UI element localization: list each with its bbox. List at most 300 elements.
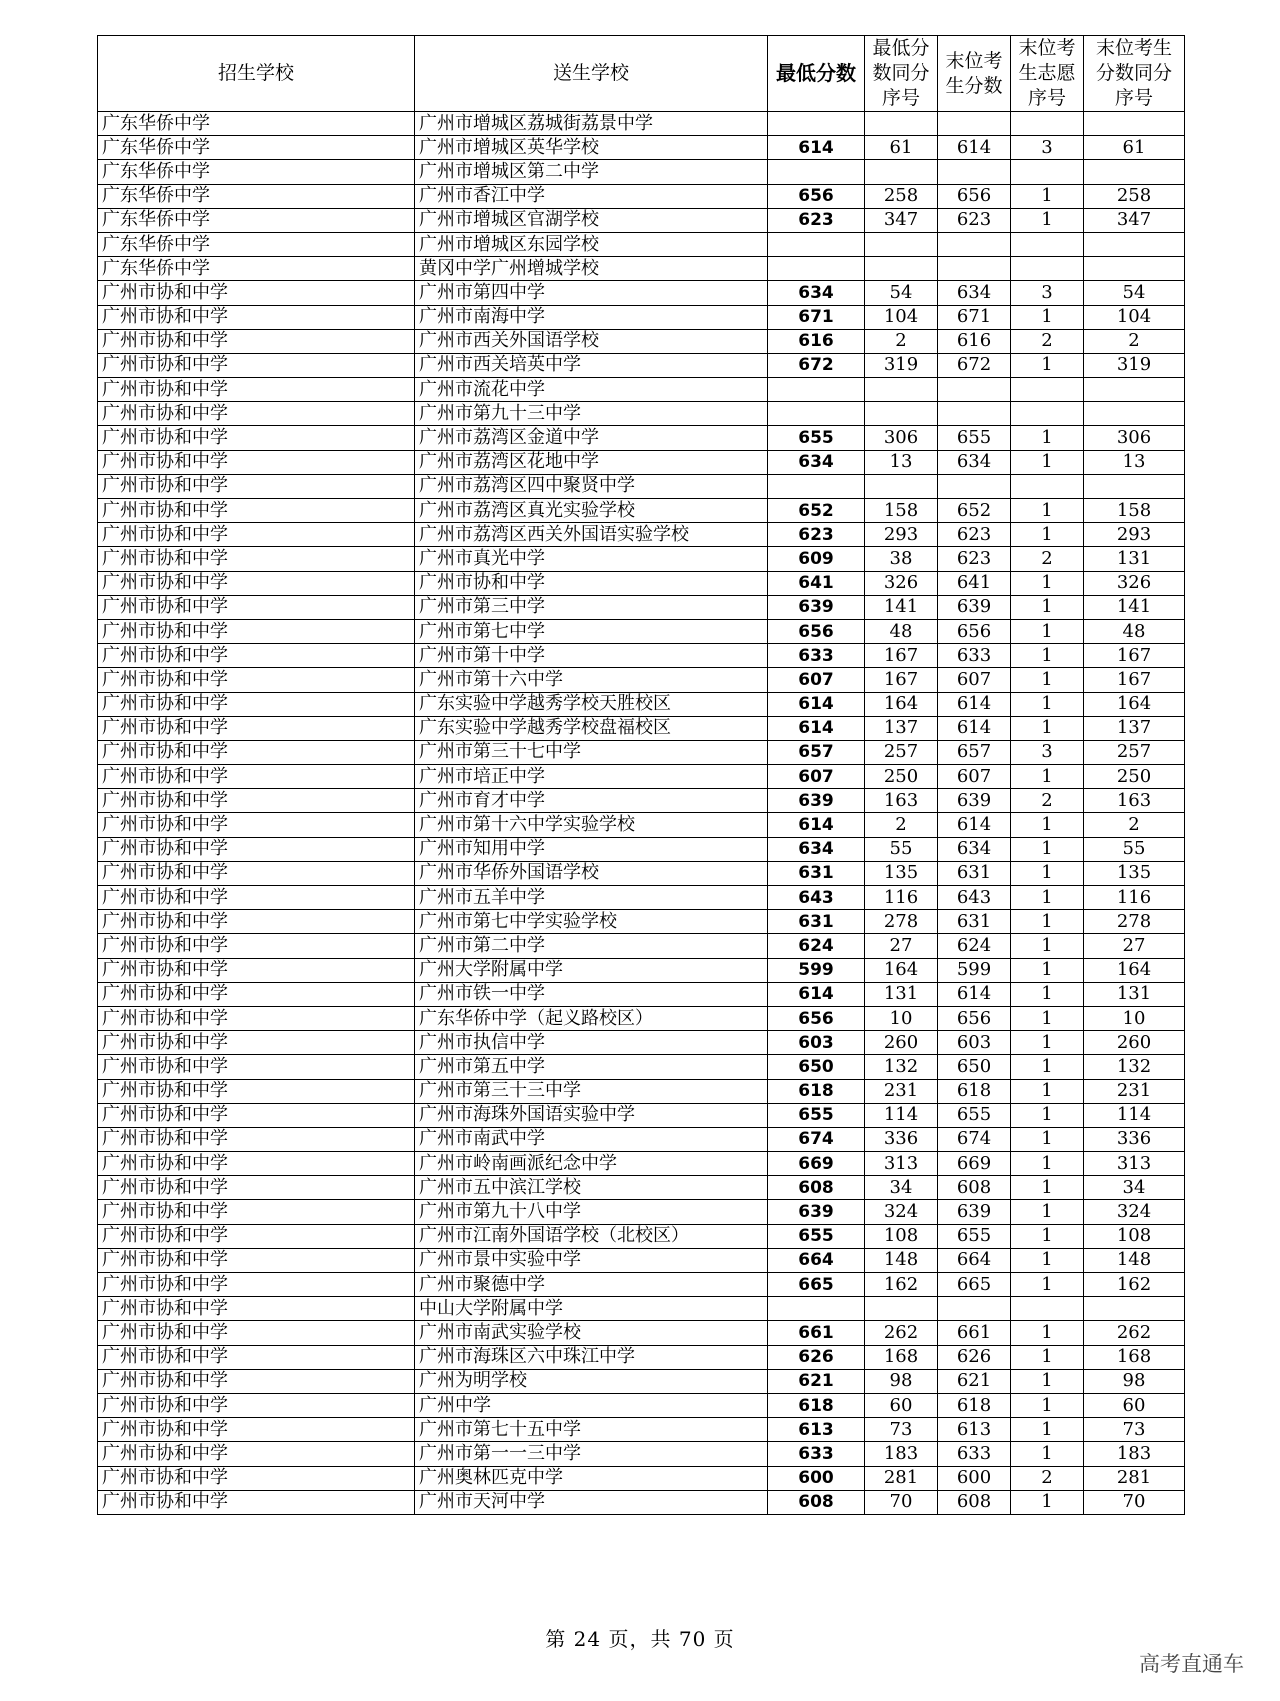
last-score-cell: 607 — [938, 668, 1011, 692]
min-rank-cell: 116 — [865, 886, 938, 910]
sender-school-cell: 广州市第七中学实验学校 — [415, 910, 768, 934]
last-choice-cell: 2 — [1011, 789, 1084, 813]
last-score-cell: 614 — [938, 982, 1011, 1006]
sender-school-cell: 广州市增城区荔城街荔景中学 — [415, 112, 768, 136]
table-row — [98, 136, 1185, 160]
table-row — [98, 765, 1185, 789]
last-rank-cell: 164 — [1084, 692, 1185, 716]
last-score-cell: 656 — [938, 1006, 1011, 1030]
last-rank-cell: 324 — [1084, 1200, 1185, 1224]
last-choice-cell: 1 — [1011, 910, 1084, 934]
last-score-cell: 641 — [938, 571, 1011, 595]
sender-school-cell: 广州市华侨外国语学校 — [415, 861, 768, 885]
min-rank-cell: 73 — [865, 1418, 938, 1442]
last-rank-cell: 131 — [1084, 982, 1185, 1006]
last-choice-cell: 1 — [1011, 450, 1084, 474]
sender-school-cell: 广州市荔湾区真光实验学校 — [415, 499, 768, 523]
last-rank-cell — [1084, 112, 1185, 136]
last-rank-cell — [1084, 257, 1185, 281]
recruit-school-cell: 广州市协和中学 — [98, 1393, 415, 1417]
last-choice-cell — [1011, 257, 1084, 281]
recruit-school-cell: 广州市协和中学 — [98, 1248, 415, 1272]
sender-school-cell: 广州市聚德中学 — [415, 1273, 768, 1297]
last-choice-cell: 1 — [1011, 426, 1084, 450]
last-score-cell: 634 — [938, 837, 1011, 861]
last-rank-cell — [1084, 232, 1185, 256]
min-score-cell: 634 — [768, 281, 865, 305]
sender-school-cell: 广东实验中学越秀学校盘福校区 — [415, 716, 768, 740]
sender-school-cell: 广州市铁一中学 — [415, 982, 768, 1006]
sender-school-cell: 广州市五羊中学 — [415, 886, 768, 910]
sender-school-cell: 广州市五中滨江学校 — [415, 1176, 768, 1200]
table-row — [98, 1345, 1185, 1369]
last-score-cell: 621 — [938, 1369, 1011, 1393]
min-score-cell: 631 — [768, 861, 865, 885]
last-score-cell: 664 — [938, 1248, 1011, 1272]
min-score-cell: 655 — [768, 1224, 865, 1248]
last-score-cell — [938, 232, 1011, 256]
last-choice-cell: 1 — [1011, 353, 1084, 377]
min-rank-cell: 167 — [865, 668, 938, 692]
last-rank-cell: 98 — [1084, 1369, 1185, 1393]
min-rank-cell: 164 — [865, 692, 938, 716]
recruit-school-cell: 广东华侨中学 — [98, 232, 415, 256]
sender-school-cell: 广州大学附属中学 — [415, 958, 768, 982]
sender-school-cell: 广州市第一一三中学 — [415, 1442, 768, 1466]
min-score-cell: 639 — [768, 789, 865, 813]
sender-school-cell: 广州市增城区东园学校 — [415, 232, 768, 256]
last-choice-cell: 1 — [1011, 184, 1084, 208]
table-row — [98, 1152, 1185, 1176]
table-row — [98, 982, 1185, 1006]
last-choice-cell: 1 — [1011, 813, 1084, 837]
min-rank-cell — [865, 160, 938, 184]
table-header — [98, 36, 1185, 112]
last-rank-cell: 137 — [1084, 716, 1185, 740]
table-row — [98, 619, 1185, 643]
last-rank-cell: 260 — [1084, 1031, 1185, 1055]
table-row — [98, 595, 1185, 619]
table-body — [98, 112, 1185, 1515]
last-choice-cell: 1 — [1011, 1224, 1084, 1248]
last-choice-cell: 1 — [1011, 1442, 1084, 1466]
last-choice-cell — [1011, 232, 1084, 256]
min-rank-cell: 148 — [865, 1248, 938, 1272]
sender-school-cell: 广东华侨中学（起义路校区） — [415, 1006, 768, 1030]
min-rank-cell: 168 — [865, 1345, 938, 1369]
last-score-cell: 623 — [938, 208, 1011, 232]
min-score-cell: 672 — [768, 353, 865, 377]
table-row — [98, 523, 1185, 547]
min-rank-cell: 257 — [865, 740, 938, 764]
sender-school-cell: 广州市香江中学 — [415, 184, 768, 208]
recruit-school-cell: 广州市协和中学 — [98, 910, 415, 934]
table-row — [98, 1442, 1185, 1466]
last-choice-cell: 1 — [1011, 595, 1084, 619]
recruit-school-cell: 广州市协和中学 — [98, 644, 415, 668]
min-rank-cell: 306 — [865, 426, 938, 450]
recruit-school-cell: 广州市协和中学 — [98, 1345, 415, 1369]
table-row — [98, 716, 1185, 740]
recruit-school-cell: 广州市协和中学 — [98, 789, 415, 813]
last-rank-cell: 132 — [1084, 1055, 1185, 1079]
recruit-school-cell: 广州市协和中学 — [98, 1152, 415, 1176]
min-rank-cell: 131 — [865, 982, 938, 1006]
table-row — [98, 934, 1185, 958]
recruit-school-cell: 广州市协和中学 — [98, 378, 415, 402]
recruit-school-cell: 广州市协和中学 — [98, 595, 415, 619]
last-score-cell: 634 — [938, 450, 1011, 474]
sender-school-cell: 黄冈中学广州增城学校 — [415, 257, 768, 281]
last-rank-cell: 164 — [1084, 958, 1185, 982]
sender-school-cell: 广州市西关培英中学 — [415, 353, 768, 377]
min-score-cell: 671 — [768, 305, 865, 329]
min-rank-cell: 313 — [865, 1152, 938, 1176]
last-rank-cell: 61 — [1084, 136, 1185, 160]
sender-school-cell: 广州市第五中学 — [415, 1055, 768, 1079]
min-rank-cell: 60 — [865, 1393, 938, 1417]
min-rank-cell: 258 — [865, 184, 938, 208]
recruit-school-cell: 广州市协和中学 — [98, 1103, 415, 1127]
recruit-school-cell: 广州市协和中学 — [98, 1490, 415, 1514]
last-score-cell: 618 — [938, 1393, 1011, 1417]
recruit-school-cell: 广东华侨中学 — [98, 184, 415, 208]
table-row — [98, 378, 1185, 402]
last-rank-cell: 135 — [1084, 861, 1185, 885]
min-rank-cell: 347 — [865, 208, 938, 232]
min-rank-cell: 2 — [865, 813, 938, 837]
last-choice-cell: 1 — [1011, 668, 1084, 692]
min-score-cell: 600 — [768, 1466, 865, 1490]
min-rank-cell: 260 — [865, 1031, 938, 1055]
last-rank-cell: 347 — [1084, 208, 1185, 232]
last-choice-cell — [1011, 112, 1084, 136]
min-rank-cell: 104 — [865, 305, 938, 329]
sender-school-cell: 广州市天河中学 — [415, 1490, 768, 1514]
min-rank-cell: 231 — [865, 1079, 938, 1103]
last-choice-cell: 1 — [1011, 692, 1084, 716]
recruit-school-cell: 广州市协和中学 — [98, 1079, 415, 1103]
min-rank-cell: 34 — [865, 1176, 938, 1200]
min-rank-cell: 183 — [865, 1442, 938, 1466]
min-score-cell — [768, 257, 865, 281]
last-score-cell: 656 — [938, 184, 1011, 208]
last-score-cell: 614 — [938, 136, 1011, 160]
recruit-school-cell: 广州市协和中学 — [98, 1321, 415, 1345]
recruit-school-cell: 广州市协和中学 — [98, 474, 415, 498]
last-rank-cell: 60 — [1084, 1393, 1185, 1417]
header-last-score: 末位考生分数 — [938, 36, 1011, 112]
min-score-cell: 603 — [768, 1031, 865, 1055]
last-choice-cell: 1 — [1011, 765, 1084, 789]
table-row — [98, 499, 1185, 523]
last-score-cell — [938, 402, 1011, 426]
last-score-cell: 650 — [938, 1055, 1011, 1079]
recruit-school-cell: 广州市协和中学 — [98, 1006, 415, 1030]
min-score-cell — [768, 112, 865, 136]
table-row — [98, 740, 1185, 764]
sender-school-cell: 广州市荔湾区西关外国语实验学校 — [415, 523, 768, 547]
recruit-school-cell: 广州市协和中学 — [98, 692, 415, 716]
last-score-cell: 655 — [938, 1103, 1011, 1127]
min-rank-cell — [865, 1297, 938, 1321]
min-rank-cell: 98 — [865, 1369, 938, 1393]
last-rank-cell — [1084, 402, 1185, 426]
last-score-cell: 655 — [938, 426, 1011, 450]
last-score-cell: 614 — [938, 692, 1011, 716]
min-rank-cell: 167 — [865, 644, 938, 668]
min-rank-cell: 38 — [865, 547, 938, 571]
min-rank-cell: 324 — [865, 1200, 938, 1224]
last-choice-cell: 1 — [1011, 1273, 1084, 1297]
last-rank-cell: 13 — [1084, 450, 1185, 474]
last-score-cell: 603 — [938, 1031, 1011, 1055]
last-score-cell: 634 — [938, 281, 1011, 305]
min-score-cell: 641 — [768, 571, 865, 595]
last-choice-cell: 1 — [1011, 208, 1084, 232]
last-rank-cell: 131 — [1084, 547, 1185, 571]
recruit-school-cell: 广州市协和中学 — [98, 353, 415, 377]
last-score-cell: 608 — [938, 1490, 1011, 1514]
min-rank-cell: 162 — [865, 1273, 938, 1297]
min-rank-cell: 293 — [865, 523, 938, 547]
min-score-cell: 626 — [768, 1345, 865, 1369]
recruit-school-cell: 广东华侨中学 — [98, 208, 415, 232]
table-row — [98, 1369, 1185, 1393]
min-score-cell: 613 — [768, 1418, 865, 1442]
table-row — [98, 305, 1185, 329]
last-rank-cell: 258 — [1084, 184, 1185, 208]
last-choice-cell: 1 — [1011, 1248, 1084, 1272]
recruit-school-cell: 广州市协和中学 — [98, 861, 415, 885]
header-sender-school: 送生学校 — [415, 36, 768, 112]
last-score-cell: 656 — [938, 619, 1011, 643]
last-choice-cell: 2 — [1011, 329, 1084, 353]
recruit-school-cell: 广东华侨中学 — [98, 136, 415, 160]
recruit-school-cell: 广州市协和中学 — [98, 958, 415, 982]
last-rank-cell: 114 — [1084, 1103, 1185, 1127]
min-score-cell: 607 — [768, 668, 865, 692]
recruit-school-cell: 广州市协和中学 — [98, 934, 415, 958]
min-rank-cell — [865, 402, 938, 426]
min-score-cell — [768, 232, 865, 256]
sender-school-cell: 广州市海珠区六中珠江中学 — [415, 1345, 768, 1369]
min-score-cell: 616 — [768, 329, 865, 353]
recruit-school-cell: 广州市协和中学 — [98, 523, 415, 547]
min-score-cell: 634 — [768, 450, 865, 474]
min-score-cell: 608 — [768, 1176, 865, 1200]
last-rank-cell: 104 — [1084, 305, 1185, 329]
min-score-cell: 614 — [768, 716, 865, 740]
min-score-cell: 656 — [768, 619, 865, 643]
last-rank-cell: 250 — [1084, 765, 1185, 789]
last-choice-cell — [1011, 402, 1084, 426]
min-rank-cell: 158 — [865, 499, 938, 523]
min-score-cell — [768, 402, 865, 426]
sender-school-cell: 广州市南武实验学校 — [415, 1321, 768, 1345]
table-row — [98, 1490, 1185, 1514]
last-score-cell: 614 — [938, 813, 1011, 837]
table-row — [98, 837, 1185, 861]
recruit-school-cell: 广州市协和中学 — [98, 1055, 415, 1079]
last-choice-cell: 3 — [1011, 281, 1084, 305]
sender-school-cell: 广州市江南外国语学校（北校区） — [415, 1224, 768, 1248]
min-score-cell: 621 — [768, 1369, 865, 1393]
last-choice-cell: 1 — [1011, 1127, 1084, 1151]
table-row — [98, 813, 1185, 837]
recruit-school-cell: 广州市协和中学 — [98, 1273, 415, 1297]
min-rank-cell: 13 — [865, 450, 938, 474]
last-rank-cell: 158 — [1084, 499, 1185, 523]
last-rank-cell: 148 — [1084, 1248, 1185, 1272]
recruit-school-cell: 广州市协和中学 — [98, 305, 415, 329]
last-choice-cell: 1 — [1011, 1176, 1084, 1200]
last-rank-cell: 2 — [1084, 329, 1185, 353]
sender-school-cell: 广州市第四中学 — [415, 281, 768, 305]
table-row — [98, 1079, 1185, 1103]
last-rank-cell: 108 — [1084, 1224, 1185, 1248]
recruit-school-cell: 广州市协和中学 — [98, 813, 415, 837]
min-rank-cell: 278 — [865, 910, 938, 934]
table-row — [98, 1418, 1185, 1442]
last-score-cell: 672 — [938, 353, 1011, 377]
min-score-cell: 656 — [768, 1006, 865, 1030]
last-score-cell: 613 — [938, 1418, 1011, 1442]
table-row — [98, 1321, 1185, 1345]
last-score-cell: 669 — [938, 1152, 1011, 1176]
sender-school-cell: 广州市增城区英华学校 — [415, 136, 768, 160]
min-score-cell: 657 — [768, 740, 865, 764]
last-choice-cell: 3 — [1011, 136, 1084, 160]
min-rank-cell: 114 — [865, 1103, 938, 1127]
last-choice-cell — [1011, 474, 1084, 498]
recruit-school-cell: 广州市协和中学 — [98, 1127, 415, 1151]
last-score-cell — [938, 112, 1011, 136]
sender-school-cell: 广州奥林匹克中学 — [415, 1466, 768, 1490]
last-score-cell — [938, 257, 1011, 281]
last-choice-cell: 1 — [1011, 1079, 1084, 1103]
min-score-cell: 674 — [768, 1127, 865, 1151]
last-rank-cell — [1084, 1297, 1185, 1321]
last-rank-cell: 313 — [1084, 1152, 1185, 1176]
sender-school-cell: 广州市第七十五中学 — [415, 1418, 768, 1442]
recruit-school-cell: 广州市协和中学 — [98, 547, 415, 571]
min-score-cell: 655 — [768, 426, 865, 450]
last-choice-cell: 1 — [1011, 571, 1084, 595]
last-rank-cell: 2 — [1084, 813, 1185, 837]
table-row — [98, 160, 1185, 184]
sender-school-cell: 广州市培正中学 — [415, 765, 768, 789]
recruit-school-cell: 广州市协和中学 — [98, 740, 415, 764]
min-rank-cell: 319 — [865, 353, 938, 377]
table-row — [98, 1297, 1185, 1321]
sender-school-cell: 广州市第十中学 — [415, 644, 768, 668]
sender-school-cell: 广州市南海中学 — [415, 305, 768, 329]
min-rank-cell: 262 — [865, 1321, 938, 1345]
min-score-cell: 623 — [768, 523, 865, 547]
table-row — [98, 257, 1185, 281]
sender-school-cell: 广州市第三中学 — [415, 595, 768, 619]
min-rank-cell: 250 — [865, 765, 938, 789]
min-score-cell: 643 — [768, 886, 865, 910]
min-score-cell: 614 — [768, 692, 865, 716]
header-last-choice: 末位考生志愿序号 — [1011, 36, 1084, 112]
last-rank-cell — [1084, 378, 1185, 402]
admission-score-table — [97, 35, 1185, 1515]
last-rank-cell: 55 — [1084, 837, 1185, 861]
last-choice-cell: 1 — [1011, 1055, 1084, 1079]
min-score-cell: 639 — [768, 1200, 865, 1224]
last-rank-cell: 54 — [1084, 281, 1185, 305]
last-choice-cell: 1 — [1011, 958, 1084, 982]
min-score-cell: 633 — [768, 1442, 865, 1466]
table-row — [98, 547, 1185, 571]
min-score-cell: 669 — [768, 1152, 865, 1176]
min-score-cell: 623 — [768, 208, 865, 232]
table-row — [98, 886, 1185, 910]
table-row — [98, 1466, 1185, 1490]
recruit-school-cell: 广州市协和中学 — [98, 716, 415, 740]
last-rank-cell: 168 — [1084, 1345, 1185, 1369]
last-choice-cell: 2 — [1011, 1466, 1084, 1490]
last-score-cell: 600 — [938, 1466, 1011, 1490]
last-rank-cell: 48 — [1084, 619, 1185, 643]
header-last-rank: 末位考生分数同分序号 — [1084, 36, 1185, 112]
last-score-cell: 665 — [938, 1273, 1011, 1297]
recruit-school-cell: 广东华侨中学 — [98, 112, 415, 136]
header-min-score: 最低分数 — [768, 36, 865, 112]
sender-school-cell: 广州市西关外国语学校 — [415, 329, 768, 353]
recruit-school-cell: 广州市协和中学 — [98, 1297, 415, 1321]
last-choice-cell — [1011, 1297, 1084, 1321]
last-score-cell: 626 — [938, 1345, 1011, 1369]
recruit-school-cell: 广州市协和中学 — [98, 1200, 415, 1224]
last-choice-cell — [1011, 378, 1084, 402]
min-rank-cell: 27 — [865, 934, 938, 958]
sender-school-cell: 广州市第三十三中学 — [415, 1079, 768, 1103]
last-score-cell: 631 — [938, 861, 1011, 885]
sender-school-cell: 广州市育才中学 — [415, 789, 768, 813]
last-rank-cell: 326 — [1084, 571, 1185, 595]
sender-school-cell: 广州市南武中学 — [415, 1127, 768, 1151]
last-score-cell: 599 — [938, 958, 1011, 982]
table-row — [98, 1224, 1185, 1248]
sender-school-cell: 广州中学 — [415, 1393, 768, 1417]
table-row — [98, 1200, 1185, 1224]
last-rank-cell: 278 — [1084, 910, 1185, 934]
recruit-school-cell: 广州市协和中学 — [98, 619, 415, 643]
table-row — [98, 1393, 1185, 1417]
min-score-cell: 655 — [768, 1103, 865, 1127]
last-choice-cell: 1 — [1011, 1152, 1084, 1176]
min-rank-cell: 163 — [865, 789, 938, 813]
min-score-cell: 652 — [768, 499, 865, 523]
last-choice-cell: 1 — [1011, 837, 1084, 861]
table-row — [98, 353, 1185, 377]
last-rank-cell: 141 — [1084, 595, 1185, 619]
last-rank-cell: 27 — [1084, 934, 1185, 958]
watermark: 高考直通车 — [1139, 1652, 1244, 1676]
last-rank-cell: 293 — [1084, 523, 1185, 547]
last-rank-cell: 183 — [1084, 1442, 1185, 1466]
last-choice-cell: 1 — [1011, 1321, 1084, 1345]
recruit-school-cell: 广州市协和中学 — [98, 329, 415, 353]
min-rank-cell: 164 — [865, 958, 938, 982]
last-rank-cell: 162 — [1084, 1273, 1185, 1297]
min-rank-cell: 137 — [865, 716, 938, 740]
table-row — [98, 1248, 1185, 1272]
sender-school-cell: 中山大学附属中学 — [415, 1297, 768, 1321]
